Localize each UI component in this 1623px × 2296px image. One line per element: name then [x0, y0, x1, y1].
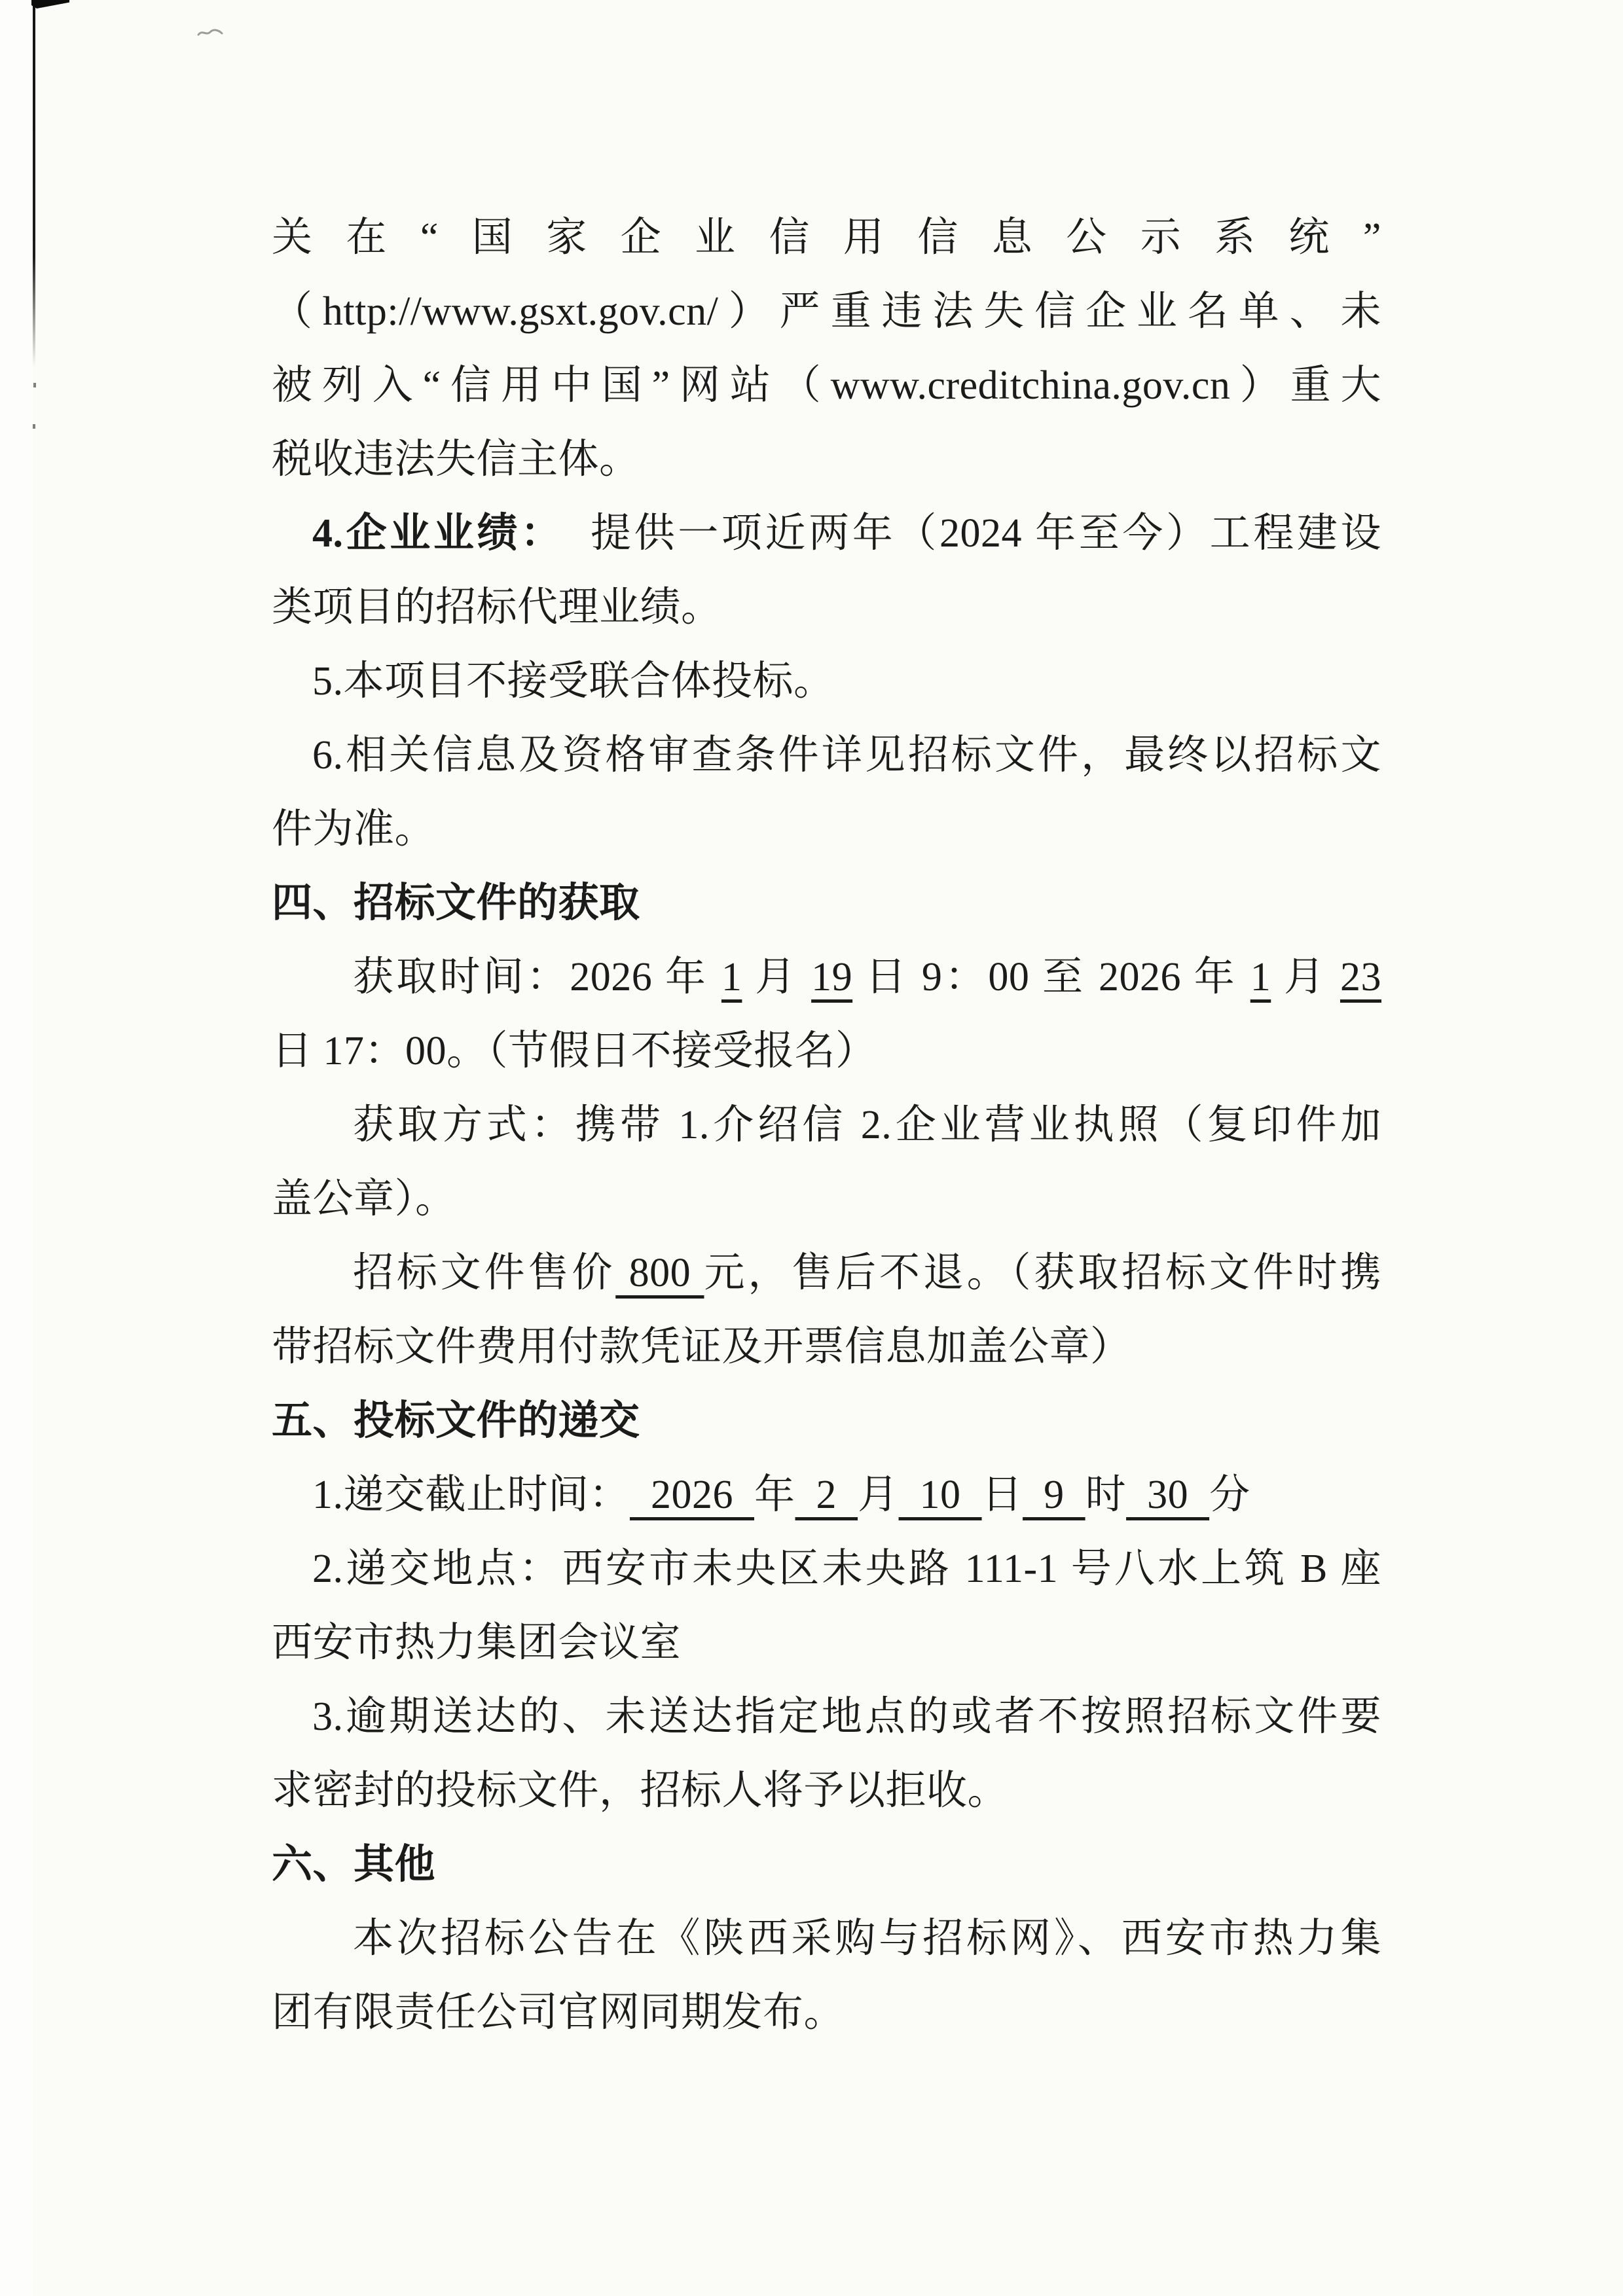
text-run: 月 — [1271, 955, 1340, 999]
text-line — [272, 1532, 1381, 1606]
text-run: 提供一项近两年（2024 年至今）工程建设 — [564, 511, 1381, 556]
char: 家 — [546, 215, 587, 260]
char: ” — [1362, 215, 1381, 260]
text-run: 盖公章）。 — [272, 1177, 456, 1221]
text-run: 获取方式：携带 1.介绍信 2.企业营业执照（复印件加 — [353, 1103, 1381, 1147]
text-line — [272, 1976, 1381, 2050]
text-run: 月 — [742, 955, 812, 999]
text-line — [272, 1014, 1381, 1088]
text-line — [272, 1088, 1381, 1162]
char: 信 — [769, 215, 810, 260]
text-line — [272, 1680, 1381, 1754]
text-line — [272, 201, 1381, 275]
text-line — [272, 1754, 1381, 1828]
text-run: 4.企业业绩： — [312, 511, 564, 556]
text-run: 被列入“信用中国”网站（www.creditchina.gov.cn）重大 — [272, 363, 1381, 408]
text-line — [272, 349, 1381, 423]
text-run: 团有限责任公司官网同期发布。 — [272, 1990, 845, 2035]
text-line — [272, 1606, 1381, 1680]
scan-edge-line-artifact — [33, 0, 35, 367]
text-run: 分 — [1209, 1473, 1250, 1517]
text-run: 带招标文件费用付款凭证及开票信息加盖公章） — [272, 1325, 1131, 1369]
char: 信 — [917, 215, 958, 260]
text-line — [272, 275, 1381, 349]
text-run: 西安市热力集团会议室 — [272, 1621, 682, 1665]
text-run: 6.相关信息及资格审查条件详见招标文件，最终以招标文 — [312, 733, 1381, 778]
section-heading — [272, 1828, 1381, 1902]
text-line — [272, 1458, 1381, 1532]
char: 国 — [471, 215, 513, 260]
text-run: 税收违法失信主体。 — [272, 437, 640, 482]
text-run: 日 9：00 至 2026 年 — [852, 955, 1250, 999]
text-line — [272, 719, 1381, 793]
text-run: 23 — [1340, 955, 1381, 999]
text-run: 10 — [898, 1473, 982, 1517]
text-run: 招标文件售价 — [353, 1251, 616, 1295]
text-line — [272, 423, 1381, 497]
char: “ — [420, 215, 439, 260]
char: 公 — [1066, 215, 1107, 260]
scan-squiggle-artifact — [196, 26, 224, 41]
text-line — [272, 1902, 1381, 1976]
text-run: 2 — [795, 1473, 858, 1517]
text-line — [272, 1310, 1381, 1384]
text-line — [272, 1162, 1381, 1236]
char: 在 — [346, 215, 387, 260]
text-run: 月 — [858, 1473, 899, 1517]
text-run: 六、其他 — [272, 1842, 436, 1887]
char: 关 — [272, 215, 313, 260]
scan-corner-wedge-artifact — [31, 0, 69, 9]
char: 用 — [843, 215, 884, 260]
text-run: 1 — [1250, 955, 1271, 999]
text-run: 五、投标文件的递交 — [272, 1399, 640, 1443]
text-line — [272, 645, 1381, 719]
text-run: 本次招标公告在《陕西采购与招标网》、西安市热力集 — [353, 1916, 1381, 1961]
doc-lines — [272, 201, 1381, 2050]
text-run: 5.本项目不接受联合体投标。 — [312, 659, 835, 704]
char: 业 — [695, 215, 736, 260]
text-run: 2026 — [630, 1473, 755, 1517]
char: 息 — [991, 215, 1033, 260]
section-heading — [272, 1384, 1381, 1458]
text-run: 日 — [981, 1473, 1023, 1517]
char: 统 — [1288, 215, 1330, 260]
text-run: 时 — [1085, 1473, 1127, 1517]
text-run: 件为准。 — [272, 807, 436, 852]
text-line — [272, 497, 1381, 571]
text-run: 元，售后不退。（获取招标文件时携 — [704, 1251, 1381, 1295]
page-left-margin-strip — [0, 0, 32, 2296]
char: 企 — [620, 215, 662, 260]
text-run: 四、招标文件的获取 — [272, 881, 640, 925]
text-run: 800 — [615, 1251, 704, 1295]
text-run: （http://www.gsxt.gov.cn/）严重违法失信企业名单、未 — [272, 289, 1381, 334]
section-heading — [272, 867, 1381, 941]
text-run: 9 — [1023, 1473, 1085, 1517]
text-run: 年 — [754, 1473, 795, 1517]
text-run: 1.递交截止时间： — [312, 1473, 630, 1517]
text-run: 求密封的投标文件，招标人将予以拒收。 — [272, 1768, 1009, 1813]
text-line — [272, 571, 1381, 645]
text-run: 30 — [1126, 1473, 1210, 1517]
text-line — [272, 941, 1381, 1014]
text-line — [272, 793, 1381, 867]
text-run: 19 — [811, 955, 853, 999]
text-run: 3.逾期送达的、未送达指定地点的或者不按照招标文件要 — [312, 1695, 1381, 1739]
text-run: 1 — [721, 955, 742, 999]
scan-speck-artifact — [33, 424, 35, 429]
char: 示 — [1140, 215, 1182, 260]
text-run: 获取时间：2026 年 — [353, 955, 721, 999]
char: 系 — [1214, 215, 1256, 260]
text-run: 类项目的招标代理业绩。 — [272, 585, 722, 630]
text-line — [272, 1236, 1381, 1310]
text-run: 日 17：00。（节假日不接受报名） — [272, 1029, 877, 1073]
text-run: 2.递交地点：西安市未央区未央路 111-1 号八水上筑 B 座 — [312, 1547, 1381, 1591]
scan-speck-artifact — [33, 383, 36, 387]
